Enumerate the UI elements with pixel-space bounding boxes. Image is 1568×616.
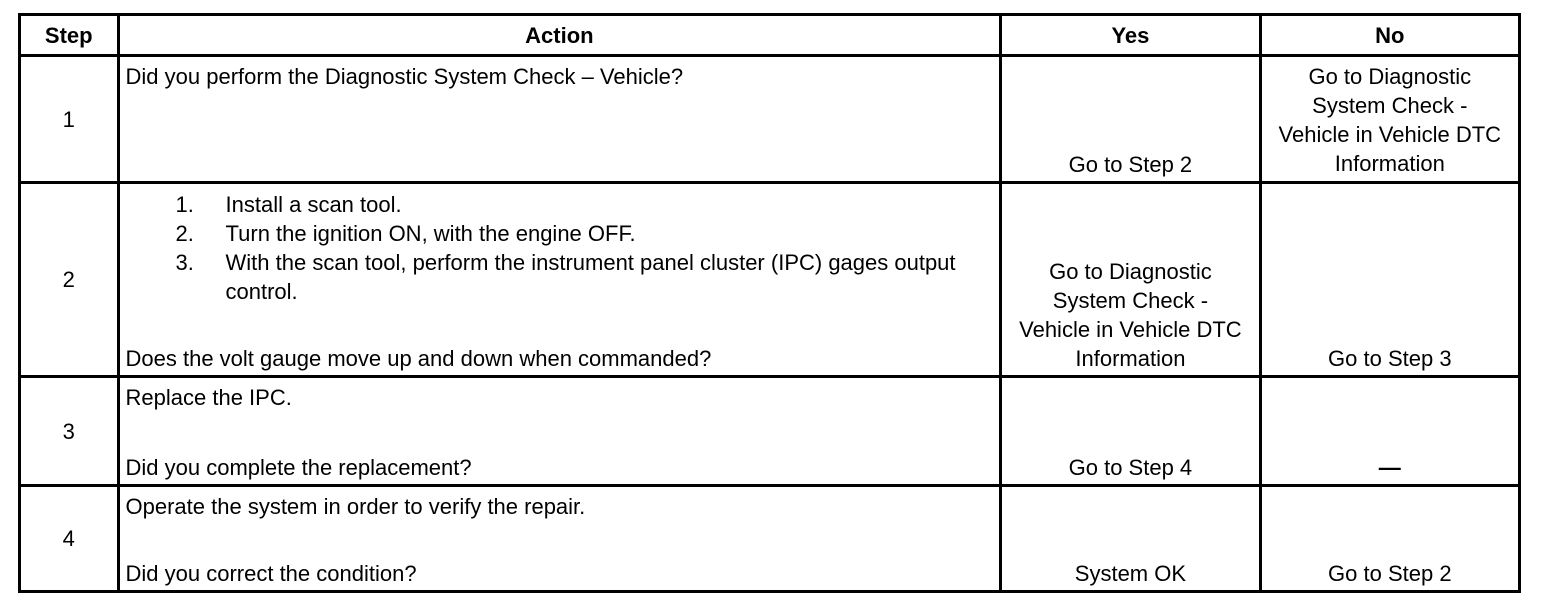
step-number: 2 bbox=[20, 183, 119, 377]
action-cell bbox=[118, 486, 1001, 592]
header-step: Step bbox=[20, 15, 119, 56]
header-yes: Yes bbox=[1001, 15, 1260, 56]
question-text: Did you correct the condition? bbox=[125, 561, 417, 586]
list-item bbox=[120, 190, 992, 219]
yes-answer: System OK bbox=[1074, 561, 1187, 586]
no-cell bbox=[1260, 183, 1519, 377]
no-cell bbox=[1260, 377, 1519, 486]
step-number: 4 bbox=[20, 486, 119, 592]
yes-answer: Go to Diagnostic System Check - Vehicle in Vehicle DTC Information bbox=[1019, 259, 1242, 371]
substep-number: 1. bbox=[175, 192, 194, 217]
list-item bbox=[120, 219, 992, 248]
step-number: 1 bbox=[20, 56, 119, 183]
action-cell bbox=[118, 183, 1001, 377]
action-text: Did you perform the Diagnostic System Check – Vehicle? bbox=[125, 64, 684, 89]
table-row bbox=[20, 486, 1520, 592]
yes-cell bbox=[1001, 486, 1260, 592]
no-cell bbox=[1260, 56, 1519, 183]
header-action: Action bbox=[118, 15, 1001, 56]
substep-number: 2. bbox=[175, 221, 194, 246]
yes-answer: Go to Step 4 bbox=[1068, 455, 1193, 480]
action-text: Replace the IPC. bbox=[125, 385, 292, 410]
question-text: Did you complete the replacement? bbox=[125, 455, 472, 480]
question-text: Does the volt gauge move up and down when commanded? bbox=[125, 346, 712, 371]
substep-text: With the scan tool, perform the instrument panel cluster (IPC) gages output control. bbox=[225, 250, 956, 304]
header-row bbox=[20, 15, 1520, 56]
list-item bbox=[120, 248, 992, 306]
no-cell bbox=[1260, 486, 1519, 592]
substep-text: Turn the ignition ON, with the engine OFF. bbox=[225, 221, 636, 246]
yes-answer: Go to Step 2 bbox=[1068, 152, 1193, 177]
no-answer: Go to Diagnostic System Check - Vehicle in Vehicle DTC Information bbox=[1278, 64, 1502, 176]
action-cell bbox=[118, 377, 1001, 486]
action-cell bbox=[118, 56, 1001, 183]
no-answer: Go to Step 2 bbox=[1328, 561, 1452, 586]
substep-text: Install a scan tool. bbox=[225, 192, 402, 217]
action-text: Operate the system in order to verify the repair. bbox=[125, 494, 586, 519]
yes-cell bbox=[1001, 183, 1260, 377]
no-answer: — bbox=[1378, 455, 1401, 480]
substep-list bbox=[120, 190, 992, 306]
no-answer: Go to Step 3 bbox=[1328, 346, 1452, 371]
diagnostic-table bbox=[18, 13, 1521, 593]
step-number: 3 bbox=[20, 377, 119, 486]
header-no: No bbox=[1260, 15, 1519, 56]
substep-number: 3. bbox=[175, 250, 194, 275]
yes-cell bbox=[1001, 377, 1260, 486]
table-row bbox=[20, 183, 1520, 377]
table-row bbox=[20, 56, 1520, 183]
table-row bbox=[20, 377, 1520, 486]
yes-cell bbox=[1001, 56, 1260, 183]
